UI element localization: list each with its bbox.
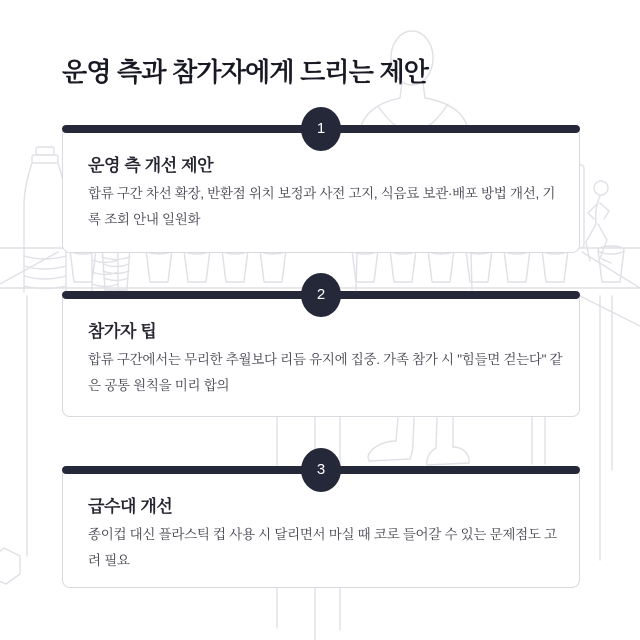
step-number-badge: 3: [301, 448, 341, 492]
step-number-badge: 2: [301, 273, 341, 317]
card-heading: 운영 측 개선 제안: [88, 156, 214, 175]
suggestion-card-1: [62, 120, 580, 253]
card-body-text: 합류 구간에서는 무리한 추월보다 리듬 유지에 집중. 가족 참가 시 "힘들면 걷는다" 같은 공통 원칙을 미리 합의: [88, 352, 563, 393]
suggestion-card-3: [62, 461, 580, 588]
suggestion-card-2: [62, 286, 580, 417]
step-number-badge: 1: [301, 107, 341, 151]
page-title: 운영 측과 참가자에게 드리는 제안: [62, 57, 429, 87]
card-body-text: 종이컵 대신 플라스틱 컵 사용 시 달리면서 마실 때 코로 들어갈 수 있는 문제점도 고려 필요: [88, 527, 557, 568]
card-body-text: 합류 구간 차선 확장, 반환점 위치 보정과 사전 고지, 식음료 보관·배포 방법 개선, 기록 조회 안내 일원화: [88, 186, 556, 227]
card-heading: 급수대 개선: [88, 497, 173, 516]
card-heading: 참가자 팁: [88, 322, 157, 341]
